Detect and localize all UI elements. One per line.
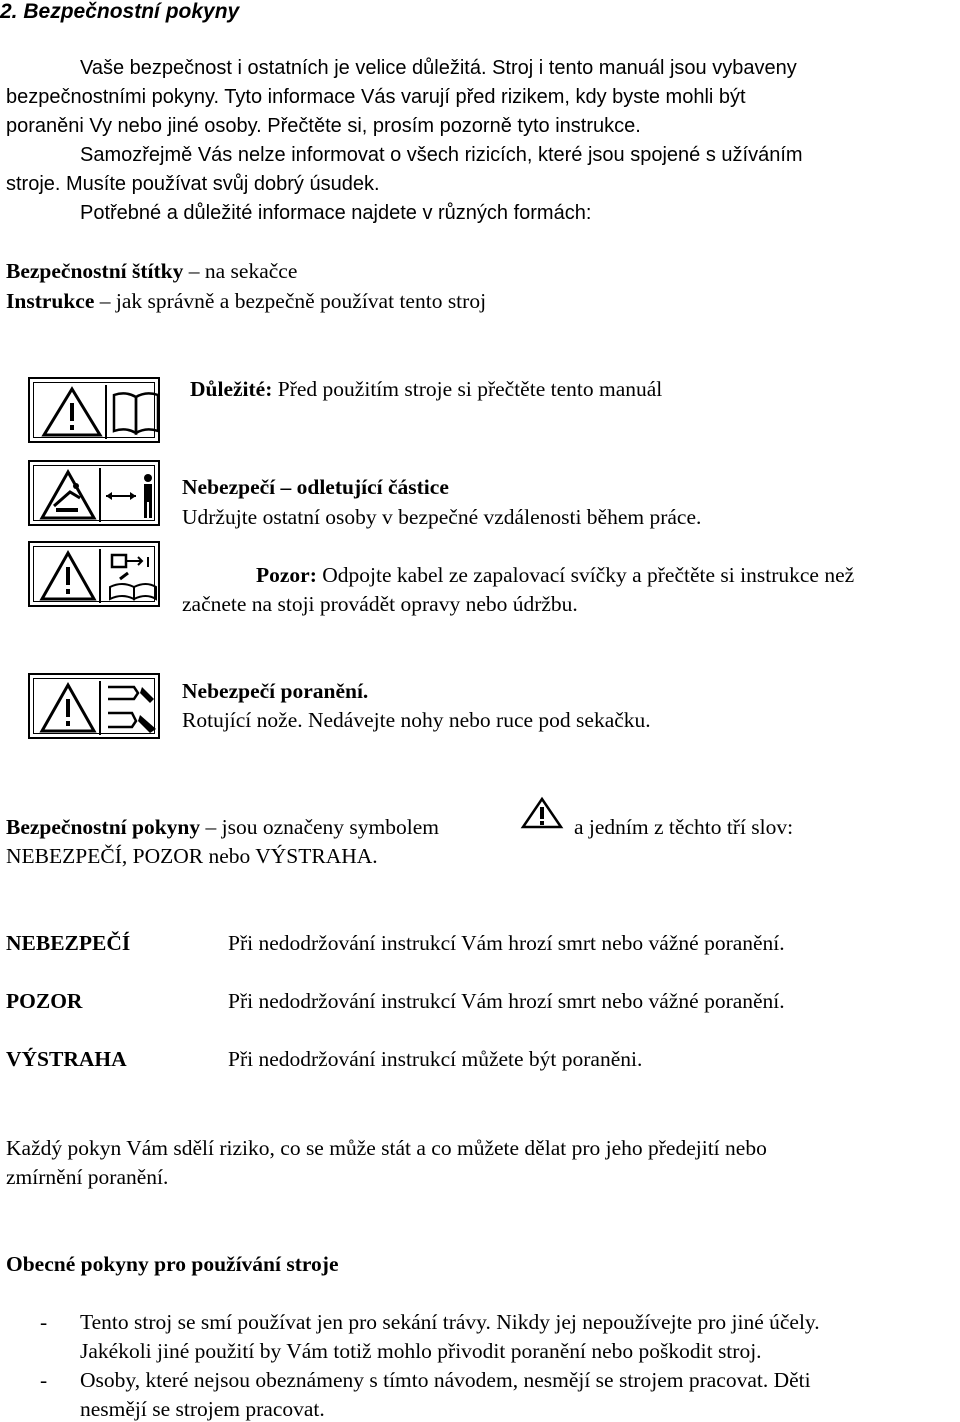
spark-plug-desc-1: Odpojte kabel ze zapalovací svíčky a přečtěte si instrukce než [316,563,855,587]
general-bullet-2: - [40,1368,48,1392]
person-distance-icon [106,474,152,518]
each-rule-line-2: zmírnění poranění. [6,1165,169,1189]
intro-line-2: bezpečnostními pokyny. Tyto informace Vás varují před rizikem, kdy byste mohli být [6,86,746,108]
warning-triangle-icon [42,685,94,731]
spark-plug-icon [110,555,156,599]
signal-intro-after: a jedním z těchto tří slov: [574,815,794,839]
blade-injury-pictogram [30,675,162,741]
read-manual-bold: Důležité: [190,377,273,401]
warning-triangle-icon [42,553,94,599]
forms-instructions-text: – jak správně a bezpečně používat tento stroj [94,289,487,313]
blade-injury-sign [28,673,160,739]
read-manual-text [190,377,662,402]
spark-plug-line-2: začnete na stoji provádět opravy nebo údržbu. [182,592,578,616]
signal-meaning-danger: Při nedodržování instrukcí Vám hrozí smrt nebo vážné poranění. [228,931,785,955]
signal-word-warning: VÝSTRAHA [6,1047,127,1071]
read-manual-pictogram [30,379,162,445]
forms-instructions [6,289,486,314]
signal-word-danger: NEBEZPEČÍ [6,931,131,955]
section-heading: 2. Bezpečnostní pokyny [0,0,240,23]
signal-intro [6,815,439,840]
warning-triangle-icon [44,389,100,435]
signal-meaning-caution: Při nedodržování instrukcí Vám hrozí smrt nebo vážné poranění. [228,989,785,1013]
forms-labels [6,259,297,284]
signal-intro-text: – jsou označeny symbolem [200,815,439,839]
read-manual-sign [28,377,160,443]
general-item-2-line-2: nesmějí se strojem pracovat. [80,1397,325,1421]
each-rule-line-1: Každý pokyn Vám sdělí riziko, co se může stát a co můžete dělat pro jeho předejití nebo [6,1136,767,1160]
signal-intro-line-2: NEBEZPEČÍ, POZOR nebo VÝSTRAHA. [6,844,378,868]
signal-meaning-warning: Při nedodržování instrukcí můžete být poraněni. [228,1047,643,1071]
intro-line-1: Vaše bezpečnost i ostatních je velice důležitá. Stroj i tento manuál jsou vybaveny [80,57,797,79]
flying-debris-pictogram [30,462,162,528]
intro-line-6: Potřebné a důležité informace najdete v různých formách: [80,202,592,224]
read-manual-desc: Před použitím stroje si přečtěte tento manuál [272,377,663,401]
spark-plug-line-1 [256,563,854,588]
intro-line-3: poraněni Vy nebo jiné osoby. Přečtěte si, prosím pozorně tyto instrukce. [6,115,641,137]
spark-plug-bold: Pozor: [256,563,317,587]
forms-labels-bold: Bezpečnostní štítky [6,259,184,283]
forms-instructions-bold: Instrukce [6,289,95,313]
general-item-1-line-2: Jakékoli jiné použití by Vám totiž mohlo přivodit poranění nebo poškodit stroj. [80,1339,762,1363]
signal-word-caution: POZOR [6,989,83,1013]
debris-icon [42,472,94,518]
general-item-2-line-1: Osoby, které nejsou obeznámeny s tímto návodem, nesmějí se strojem pracovat. Děti [80,1368,811,1392]
blade-hand-foot-icon [108,687,156,733]
general-heading: Obecné pokyny pro používání stroje [6,1252,339,1276]
general-item-1-line-1: Tento stroj se smí používat jen pro sekání trávy. Nikdy jej nepoužívejte pro jiné účely. [80,1310,820,1334]
warning-symbol-icon [520,796,564,830]
blade-injury-title: Nebezpečí poranění. [182,679,369,703]
blade-injury-desc: Rotující nože. Nedávejte nohy nebo ruce pod sekačku. [182,708,651,732]
flying-debris-desc: Udržujte ostatní osoby v bezpečné vzdálenosti během práce. [182,505,702,529]
spark-plug-sign [28,541,160,607]
intro-line-5: stroje. Musíte používat svůj dobrý úsudek. [6,173,380,195]
flying-debris-sign [28,460,160,526]
forms-labels-text: – na sekačce [183,259,298,283]
signal-intro-bold: Bezpečnostní pokyny [6,815,201,839]
general-bullet-1: - [40,1310,48,1334]
intro-line-4: Samozřejmě Vás nelze informovat o všech rizicích, které jsou spojené s užíváním [80,144,803,166]
spark-plug-pictogram [30,543,162,609]
flying-debris-title: Nebezpečí – odletující částice [182,475,449,499]
book-icon [114,393,158,433]
